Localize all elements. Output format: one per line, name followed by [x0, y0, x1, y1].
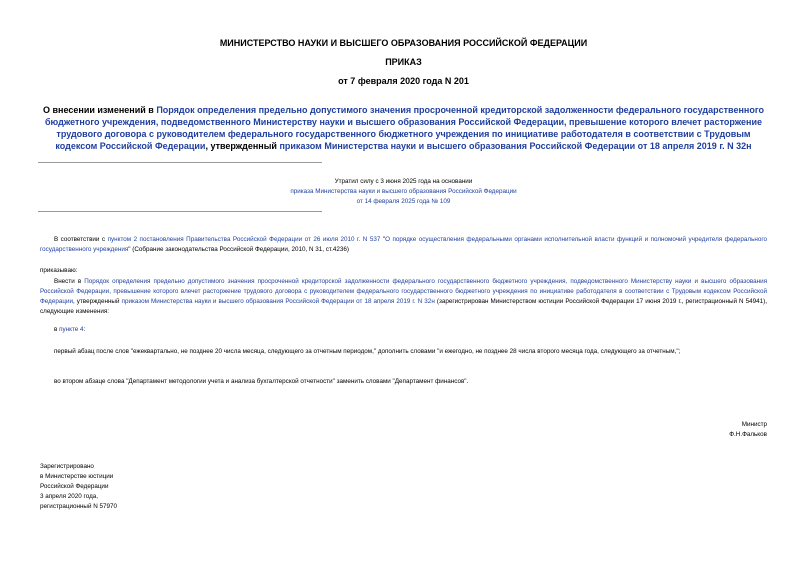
text: , утвержденный: [72, 298, 122, 305]
title-link-procedure[interactable]: Порядок определения предельно допустимого значения просроченной кредиторской задолженности федерального государственного бюджетного учреждения, подведомственного Министерству науки и высшего образования Российской Федерации, превышение которого влечет расторжение трудового договора с руководителем федерального государственного бюджетного учреждения по инициативе работодателя в соответствии с Трудовым кодексом Российской Федерации: [45, 105, 764, 151]
ministry-heading: МИНИСТЕРСТВО НАУКИ И ВЫСШЕГО ОБРАЗОВАНИЯ РОССИЙСКОЙ ФЕДЕРАЦИИ: [219, 38, 588, 48]
text: в: [54, 326, 60, 333]
signature-block: [729, 420, 767, 440]
text: В соответствии с: [54, 236, 108, 243]
paragraph-second-abzac: [40, 377, 767, 387]
document-date-number: от 7 февраля 2020 года N 201: [338, 76, 469, 86]
link-resolution-title[interactable]: О порядке осуществления федеральными органами исполнительной власти функций и полномочий учредителя федерального государственного учреждения: [40, 236, 767, 253]
paragraph-first-abzac: [40, 347, 767, 357]
lost-force-notice: [0, 177, 807, 207]
lost-force-link-date[interactable]: от 14 февраля 2025 года № 109: [356, 198, 451, 205]
lost-force-line: Утратил силу с 3 июня 2025 года на основании: [334, 178, 473, 185]
text: (зарегистрирован Министерством юстиции Российской Федерации 17 июня 2019 г., регистрационный N 54941), следующие изменения:: [40, 298, 767, 315]
registration-line: Зарегистрировано: [40, 463, 94, 470]
text: во втором абзаце слова "Департамент методологии учета и анализа бухгалтерской отчетности" заменить словами "Департамент финансов".: [54, 378, 469, 385]
signature-position: Министр: [741, 421, 767, 428]
paragraph-point-4: [40, 325, 767, 335]
link-point-4[interactable]: пункте 4: [59, 326, 84, 333]
paragraph-basis: [40, 235, 767, 255]
document-title: [40, 104, 767, 152]
text: первый абзац после слов "ежеквартально, не позднее 20 числа месяца, следующего за отчетным периодом," дополнить словами "и ежегодно, не позднее 28 числа второго месяца года, следующего за отчетным,";: [54, 348, 681, 355]
link-resolution-point[interactable]: пунктом 2 постановления Правительства Российской Федерации от 26 июля 2010 г. N 537: [107, 236, 381, 243]
text: " (Собрание законодательства Российской Федерации, 2010, N 31, ст.4236): [128, 246, 349, 253]
orders-line: приказываю:: [40, 267, 78, 274]
registration-line: 3 апреля 2020 года,: [40, 493, 98, 500]
paragraph-amendment: [40, 277, 767, 317]
registration-line: регистрационный N 57970: [40, 503, 118, 510]
signature-name: Ф.Н.Фальков: [729, 431, 767, 438]
registration-block: [40, 462, 117, 512]
divider-bottom: [38, 211, 322, 212]
lost-force-link[interactable]: приказа Министерства науки и высшего образования Российской Федерации: [290, 188, 517, 195]
registration-line: в Министерстве юстиции: [40, 473, 114, 480]
document-type-heading: ПРИКАЗ: [385, 57, 422, 67]
text: Внести в: [54, 278, 85, 285]
text: ": [380, 236, 386, 243]
title-text: О внесении изменений в: [43, 105, 157, 115]
registration-line: Российской Федерации: [40, 483, 109, 490]
title-link-order[interactable]: приказом Министерства науки и высшего образования Российской Федерации от 18 апреля 2019 г. N 32н: [279, 141, 752, 151]
title-text: , утвержденный: [205, 141, 280, 151]
link-procedure[interactable]: Порядок определения предельно допустимого значения просроченной кредиторской задолженности федерального государственного бюджетного учреждения, подведомственного Министерству науки и высшего образования Российской Федерации, превышение которого влечет расторжение трудового договора с руководителем федерального государственного бюджетного учреждения по инициативе работодателя в соответствии с Трудовым кодексом Российской Федерации: [40, 278, 767, 305]
divider-top: [38, 162, 322, 163]
link-order-32n[interactable]: приказом Министерства науки и высшего образования Российской Федерации от 18 апреля 2019 г. N 32н: [121, 298, 435, 305]
text: :: [83, 326, 86, 333]
